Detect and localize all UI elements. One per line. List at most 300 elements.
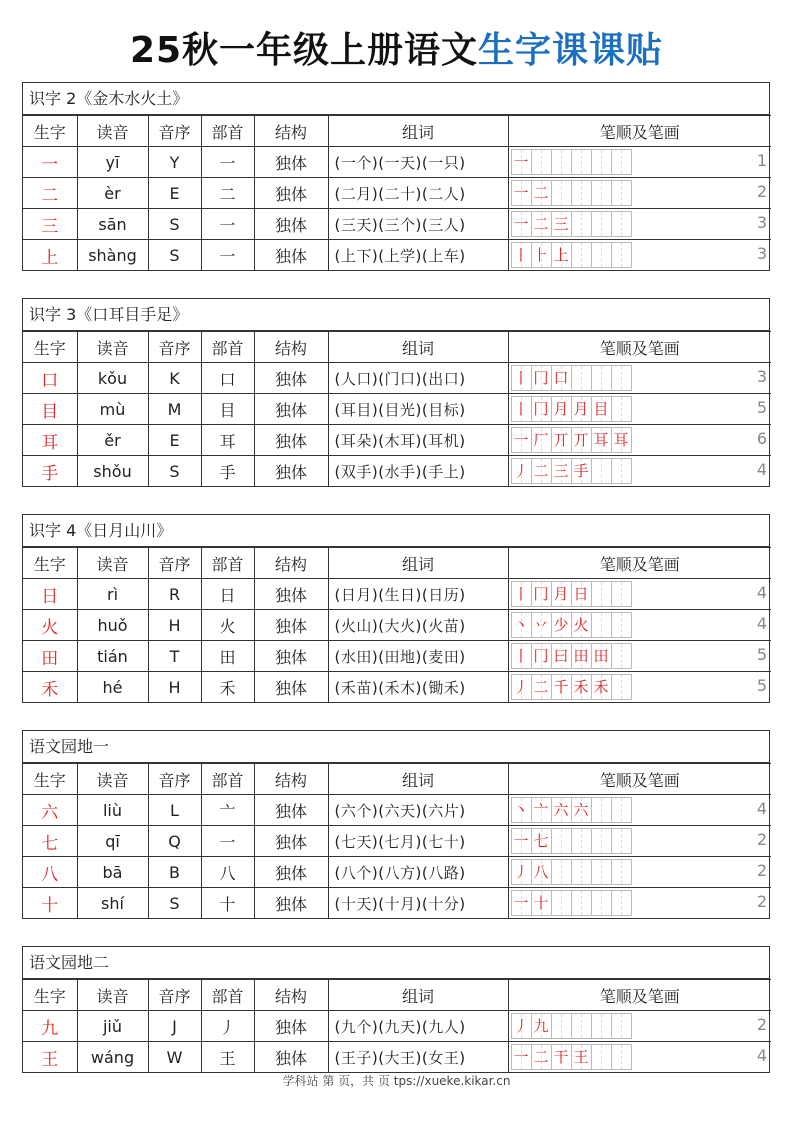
stroke-box: 冂 — [531, 365, 551, 391]
table-row — [23, 178, 771, 209]
column-header: 结构 — [254, 332, 328, 363]
radical-cell: 目 — [201, 394, 254, 425]
stroke-box: 火 — [571, 612, 591, 638]
stroke-box: 一 — [511, 1044, 531, 1070]
stroke-box: 十 — [531, 890, 551, 916]
initial-cell: M — [148, 394, 201, 425]
column-header: 读音 — [77, 548, 148, 579]
structure-cell: 独体 — [254, 394, 328, 425]
character-table — [23, 331, 771, 486]
column-header: 读音 — [77, 332, 148, 363]
pinyin-cell: shǒu — [77, 456, 148, 487]
structure-cell: 独体 — [254, 147, 328, 178]
stroke-order-cell — [508, 147, 771, 178]
stroke-count: 3 — [756, 367, 767, 386]
character-table — [23, 547, 771, 702]
stroke-grid — [511, 674, 772, 700]
stroke-box: 八 — [531, 859, 551, 885]
structure-cell: 独体 — [254, 888, 328, 919]
radical-cell: 八 — [201, 857, 254, 888]
stroke-box: 丷 — [531, 612, 551, 638]
words-cell: (禾苗)(禾木)(锄禾) — [328, 672, 508, 703]
stroke-count: 3 — [756, 244, 767, 263]
stroke-count: 4 — [756, 583, 767, 602]
words-cell: (耳目)(目光)(目标) — [328, 394, 508, 425]
stroke-grid — [511, 365, 772, 391]
stroke-box: 丨 — [511, 643, 531, 669]
initial-cell: H — [148, 672, 201, 703]
stroke-box: 冂 — [531, 396, 551, 422]
stroke-box — [591, 365, 611, 391]
stroke-box: 丶 — [511, 612, 531, 638]
stroke-box: 田 — [591, 643, 611, 669]
stroke-box: 七 — [531, 828, 551, 854]
section-title: 识字 3《口耳目手足》 — [23, 299, 769, 331]
stroke-box: 月 — [551, 581, 571, 607]
column-header: 结构 — [254, 764, 328, 795]
character-table — [23, 115, 771, 270]
radical-cell: 王 — [201, 1042, 254, 1073]
table-row — [23, 456, 771, 487]
character-table — [23, 763, 771, 918]
lesson-section — [22, 946, 770, 1073]
stroke-box: 一 — [511, 180, 531, 206]
radical-cell: 二 — [201, 178, 254, 209]
stroke-box — [591, 211, 611, 237]
character-cell: 耳 — [23, 425, 77, 456]
stroke-box: 丨 — [511, 242, 531, 268]
stroke-box — [571, 180, 591, 206]
stroke-order-cell — [508, 579, 771, 610]
column-header: 组词 — [328, 764, 508, 795]
character-cell: 目 — [23, 394, 77, 425]
stroke-box — [611, 643, 632, 669]
column-header: 笔顺及笔画 — [508, 116, 771, 147]
stroke-box — [571, 859, 591, 885]
words-cell: (水田)(田地)(麦田) — [328, 641, 508, 672]
column-header: 音序 — [148, 980, 201, 1011]
structure-cell: 独体 — [254, 240, 328, 271]
stroke-box: 一 — [511, 890, 531, 916]
stroke-order-cell — [508, 826, 771, 857]
stroke-grid — [511, 890, 772, 916]
structure-cell: 独体 — [254, 425, 328, 456]
stroke-box: 九 — [531, 1013, 551, 1039]
section-title: 识字 4《日月山川》 — [23, 515, 769, 547]
stroke-box: 丨 — [511, 396, 531, 422]
stroke-box — [591, 1013, 611, 1039]
pinyin-cell: ěr — [77, 425, 148, 456]
character-cell: 三 — [23, 209, 77, 240]
stroke-box — [571, 365, 591, 391]
stroke-box: 少 — [551, 612, 571, 638]
stroke-box: 冂 — [531, 643, 551, 669]
stroke-box — [571, 211, 591, 237]
section-title: 语文园地一 — [23, 731, 769, 763]
lesson-section — [22, 82, 770, 271]
lesson-section — [22, 514, 770, 703]
words-cell: (日月)(生日)(日历) — [328, 579, 508, 610]
stroke-box: 六 — [571, 797, 591, 823]
section-title: 识字 2《金木水火土》 — [23, 83, 769, 115]
stroke-box — [611, 365, 632, 391]
stroke-grid — [511, 859, 772, 885]
column-header: 组词 — [328, 116, 508, 147]
character-cell: 二 — [23, 178, 77, 209]
column-header: 读音 — [77, 764, 148, 795]
stroke-order-cell — [508, 857, 771, 888]
character-cell: 王 — [23, 1042, 77, 1073]
column-header: 结构 — [254, 548, 328, 579]
stroke-box: 丨 — [511, 365, 531, 391]
stroke-box: 厂 — [531, 427, 551, 453]
character-cell: 九 — [23, 1011, 77, 1042]
stroke-box: 二 — [531, 1044, 551, 1070]
stroke-box: 口 — [551, 365, 571, 391]
radical-cell: 一 — [201, 147, 254, 178]
column-header: 部首 — [201, 764, 254, 795]
stroke-box: 千 — [551, 674, 571, 700]
table-row — [23, 1042, 771, 1073]
words-cell: (一个)(一天)(一只) — [328, 147, 508, 178]
initial-cell: B — [148, 857, 201, 888]
character-table — [23, 979, 771, 1072]
stroke-box: 一 — [511, 427, 531, 453]
stroke-count: 2 — [756, 1015, 767, 1034]
stroke-box — [571, 242, 591, 268]
words-cell: (双手)(水手)(手上) — [328, 456, 508, 487]
initial-cell: Q — [148, 826, 201, 857]
stroke-box: 一 — [511, 149, 531, 175]
initial-cell: S — [148, 888, 201, 919]
page-footer: 学科站 第 页，共 页 tps://xueke.kikar.cn — [282, 1074, 511, 1088]
column-header: 组词 — [328, 548, 508, 579]
stroke-box — [571, 1013, 591, 1039]
pinyin-cell: mù — [77, 394, 148, 425]
stroke-box: 一 — [511, 211, 531, 237]
stroke-box: 丿 — [511, 1013, 531, 1039]
stroke-count: 3 — [756, 213, 767, 232]
stroke-grid — [511, 242, 772, 268]
stroke-count: 5 — [756, 645, 767, 664]
words-cell: (王子)(大王)(女王) — [328, 1042, 508, 1073]
radical-cell: 口 — [201, 363, 254, 394]
initial-cell: E — [148, 178, 201, 209]
column-header: 结构 — [254, 980, 328, 1011]
stroke-box — [551, 180, 571, 206]
radical-cell: 火 — [201, 610, 254, 641]
stroke-order-cell — [508, 795, 771, 826]
structure-cell: 独体 — [254, 857, 328, 888]
table-row — [23, 425, 771, 456]
character-cell: 六 — [23, 795, 77, 826]
column-header: 音序 — [148, 116, 201, 147]
initial-cell: E — [148, 425, 201, 456]
stroke-order-cell — [508, 178, 771, 209]
stroke-box — [591, 859, 611, 885]
stroke-box — [591, 890, 611, 916]
stroke-box: 田 — [571, 643, 591, 669]
table-row — [23, 209, 771, 240]
stroke-box: 三 — [551, 458, 571, 484]
stroke-box: 二 — [531, 180, 551, 206]
column-header: 生字 — [23, 980, 77, 1011]
stroke-count: 2 — [756, 861, 767, 880]
stroke-count: 2 — [756, 892, 767, 911]
stroke-box — [611, 211, 632, 237]
column-header: 部首 — [201, 980, 254, 1011]
stroke-box: 丌 — [571, 427, 591, 453]
structure-cell: 独体 — [254, 795, 328, 826]
stroke-order-cell — [508, 363, 771, 394]
words-cell: (三天)(三个)(三人) — [328, 209, 508, 240]
column-header: 音序 — [148, 764, 201, 795]
pinyin-cell: shàng — [77, 240, 148, 271]
stroke-box — [591, 797, 611, 823]
table-row — [23, 641, 771, 672]
stroke-box: 月 — [551, 396, 571, 422]
structure-cell: 独体 — [254, 209, 328, 240]
table-row — [23, 579, 771, 610]
radical-cell: 一 — [201, 209, 254, 240]
character-cell: 十 — [23, 888, 77, 919]
words-cell: (二月)(二十)(二人) — [328, 178, 508, 209]
column-header: 音序 — [148, 332, 201, 363]
initial-cell: S — [148, 240, 201, 271]
pinyin-cell: jiǔ — [77, 1011, 148, 1042]
stroke-box: 丿 — [511, 458, 531, 484]
stroke-box — [611, 1013, 632, 1039]
column-header: 笔顺及笔画 — [508, 332, 771, 363]
stroke-grid — [511, 797, 772, 823]
character-cell: 口 — [23, 363, 77, 394]
column-header: 生字 — [23, 548, 77, 579]
radical-cell: 日 — [201, 579, 254, 610]
words-cell: (七天)(七月)(七十) — [328, 826, 508, 857]
table-row — [23, 147, 771, 178]
stroke-grid — [511, 458, 772, 484]
stroke-order-cell — [508, 456, 771, 487]
stroke-box: 王 — [571, 1044, 591, 1070]
stroke-order-cell — [508, 394, 771, 425]
table-row — [23, 672, 771, 703]
stroke-grid — [511, 1013, 772, 1039]
stroke-grid — [511, 396, 772, 422]
pinyin-cell: liù — [77, 795, 148, 826]
stroke-order-cell — [508, 209, 771, 240]
words-cell: (九个)(九天)(九人) — [328, 1011, 508, 1042]
stroke-count: 6 — [756, 429, 767, 448]
stroke-count: 4 — [756, 1046, 767, 1065]
words-cell: (火山)(大火)(火苗) — [328, 610, 508, 641]
stroke-box — [611, 149, 632, 175]
structure-cell: 独体 — [254, 610, 328, 641]
pinyin-cell: kǒu — [77, 363, 148, 394]
stroke-box: 二 — [531, 458, 551, 484]
initial-cell: Y — [148, 147, 201, 178]
stroke-count: 5 — [756, 676, 767, 695]
column-header: 组词 — [328, 980, 508, 1011]
stroke-box — [611, 890, 632, 916]
initial-cell: H — [148, 610, 201, 641]
stroke-box: 上 — [551, 242, 571, 268]
column-header: 读音 — [77, 980, 148, 1011]
stroke-box — [611, 180, 632, 206]
stroke-box: 冂 — [531, 581, 551, 607]
stroke-box: 手 — [571, 458, 591, 484]
initial-cell: L — [148, 795, 201, 826]
column-header: 部首 — [201, 332, 254, 363]
stroke-count: 2 — [756, 182, 767, 201]
pinyin-cell: sān — [77, 209, 148, 240]
stroke-box — [591, 149, 611, 175]
stroke-box: 目 — [591, 396, 611, 422]
column-header: 笔顺及笔画 — [508, 548, 771, 579]
character-cell: 一 — [23, 147, 77, 178]
initial-cell: T — [148, 641, 201, 672]
column-header: 笔顺及笔画 — [508, 764, 771, 795]
character-cell: 火 — [23, 610, 77, 641]
words-cell: (八个)(八方)(八路) — [328, 857, 508, 888]
pinyin-cell: hé — [77, 672, 148, 703]
stroke-box: ⺊ — [531, 242, 551, 268]
stroke-grid — [511, 581, 772, 607]
column-header: 组词 — [328, 332, 508, 363]
stroke-box — [551, 828, 571, 854]
stroke-box — [571, 149, 591, 175]
lesson-section — [22, 730, 770, 919]
stroke-box: 耳 — [611, 427, 632, 453]
stroke-box: 二 — [531, 674, 551, 700]
pinyin-cell: shí — [77, 888, 148, 919]
pinyin-cell: yī — [77, 147, 148, 178]
pinyin-cell: bā — [77, 857, 148, 888]
stroke-box: 二 — [531, 211, 551, 237]
character-cell: 八 — [23, 857, 77, 888]
stroke-box — [611, 828, 632, 854]
stroke-box — [611, 859, 632, 885]
column-header: 结构 — [254, 116, 328, 147]
structure-cell: 独体 — [254, 826, 328, 857]
stroke-box — [611, 1044, 632, 1070]
stroke-box — [611, 396, 632, 422]
stroke-grid — [511, 180, 772, 206]
character-cell: 七 — [23, 826, 77, 857]
stroke-box — [551, 149, 571, 175]
stroke-box: 一 — [511, 828, 531, 854]
stroke-count: 5 — [756, 398, 767, 417]
table-row — [23, 363, 771, 394]
stroke-box — [531, 149, 551, 175]
stroke-box: 丶 — [511, 797, 531, 823]
table-row — [23, 1011, 771, 1042]
character-cell: 田 — [23, 641, 77, 672]
stroke-grid — [511, 211, 772, 237]
radical-cell: 田 — [201, 641, 254, 672]
stroke-order-cell — [508, 1042, 771, 1073]
structure-cell: 独体 — [254, 579, 328, 610]
words-cell: (十天)(十月)(十分) — [328, 888, 508, 919]
column-header: 部首 — [201, 116, 254, 147]
pinyin-cell: èr — [77, 178, 148, 209]
column-header: 生字 — [23, 764, 77, 795]
stroke-count: 2 — [756, 830, 767, 849]
stroke-box — [611, 797, 632, 823]
stroke-box: 月 — [571, 396, 591, 422]
stroke-box — [591, 581, 611, 607]
stroke-box — [551, 859, 571, 885]
stroke-box — [611, 674, 632, 700]
stroke-box: 干 — [551, 1044, 571, 1070]
initial-cell: S — [148, 456, 201, 487]
initial-cell: W — [148, 1042, 201, 1073]
stroke-order-cell — [508, 240, 771, 271]
table-row — [23, 610, 771, 641]
table-row — [23, 888, 771, 919]
stroke-box — [611, 581, 632, 607]
column-header: 部首 — [201, 548, 254, 579]
stroke-box — [591, 612, 611, 638]
stroke-order-cell — [508, 610, 771, 641]
words-cell: (人口)(门口)(出口) — [328, 363, 508, 394]
table-row — [23, 394, 771, 425]
stroke-order-cell — [508, 1011, 771, 1042]
structure-cell: 独体 — [254, 178, 328, 209]
structure-cell: 独体 — [254, 1042, 328, 1073]
stroke-box — [591, 1044, 611, 1070]
radical-cell: 丿 — [201, 1011, 254, 1042]
stroke-box: 日 — [571, 581, 591, 607]
table-row — [23, 795, 771, 826]
table-row — [23, 857, 771, 888]
stroke-box — [551, 890, 571, 916]
stroke-box: 曰 — [551, 643, 571, 669]
stroke-order-cell — [508, 425, 771, 456]
words-cell: (六个)(六天)(六片) — [328, 795, 508, 826]
stroke-box: 耳 — [591, 427, 611, 453]
stroke-box: 丿 — [511, 674, 531, 700]
stroke-grid — [511, 643, 772, 669]
pinyin-cell: tián — [77, 641, 148, 672]
stroke-box — [591, 242, 611, 268]
column-header: 笔顺及笔画 — [508, 980, 771, 1011]
radical-cell: 亠 — [201, 795, 254, 826]
stroke-box — [611, 242, 632, 268]
stroke-box — [571, 890, 591, 916]
stroke-box: 亠 — [531, 797, 551, 823]
character-cell: 上 — [23, 240, 77, 271]
lesson-section — [22, 298, 770, 487]
stroke-grid — [511, 612, 772, 638]
section-title: 语文园地二 — [23, 947, 769, 979]
table-row — [23, 240, 771, 271]
stroke-box: 三 — [551, 211, 571, 237]
table-row — [23, 826, 771, 857]
stroke-box — [611, 612, 632, 638]
pinyin-cell: huǒ — [77, 610, 148, 641]
words-cell: (上下)(上学)(上车) — [328, 240, 508, 271]
character-cell: 日 — [23, 579, 77, 610]
initial-cell: J — [148, 1011, 201, 1042]
stroke-box: 禾 — [591, 674, 611, 700]
initial-cell: K — [148, 363, 201, 394]
character-cell: 手 — [23, 456, 77, 487]
stroke-box — [551, 1013, 571, 1039]
structure-cell: 独体 — [254, 1011, 328, 1042]
stroke-box — [591, 828, 611, 854]
stroke-box: 六 — [551, 797, 571, 823]
initial-cell: S — [148, 209, 201, 240]
